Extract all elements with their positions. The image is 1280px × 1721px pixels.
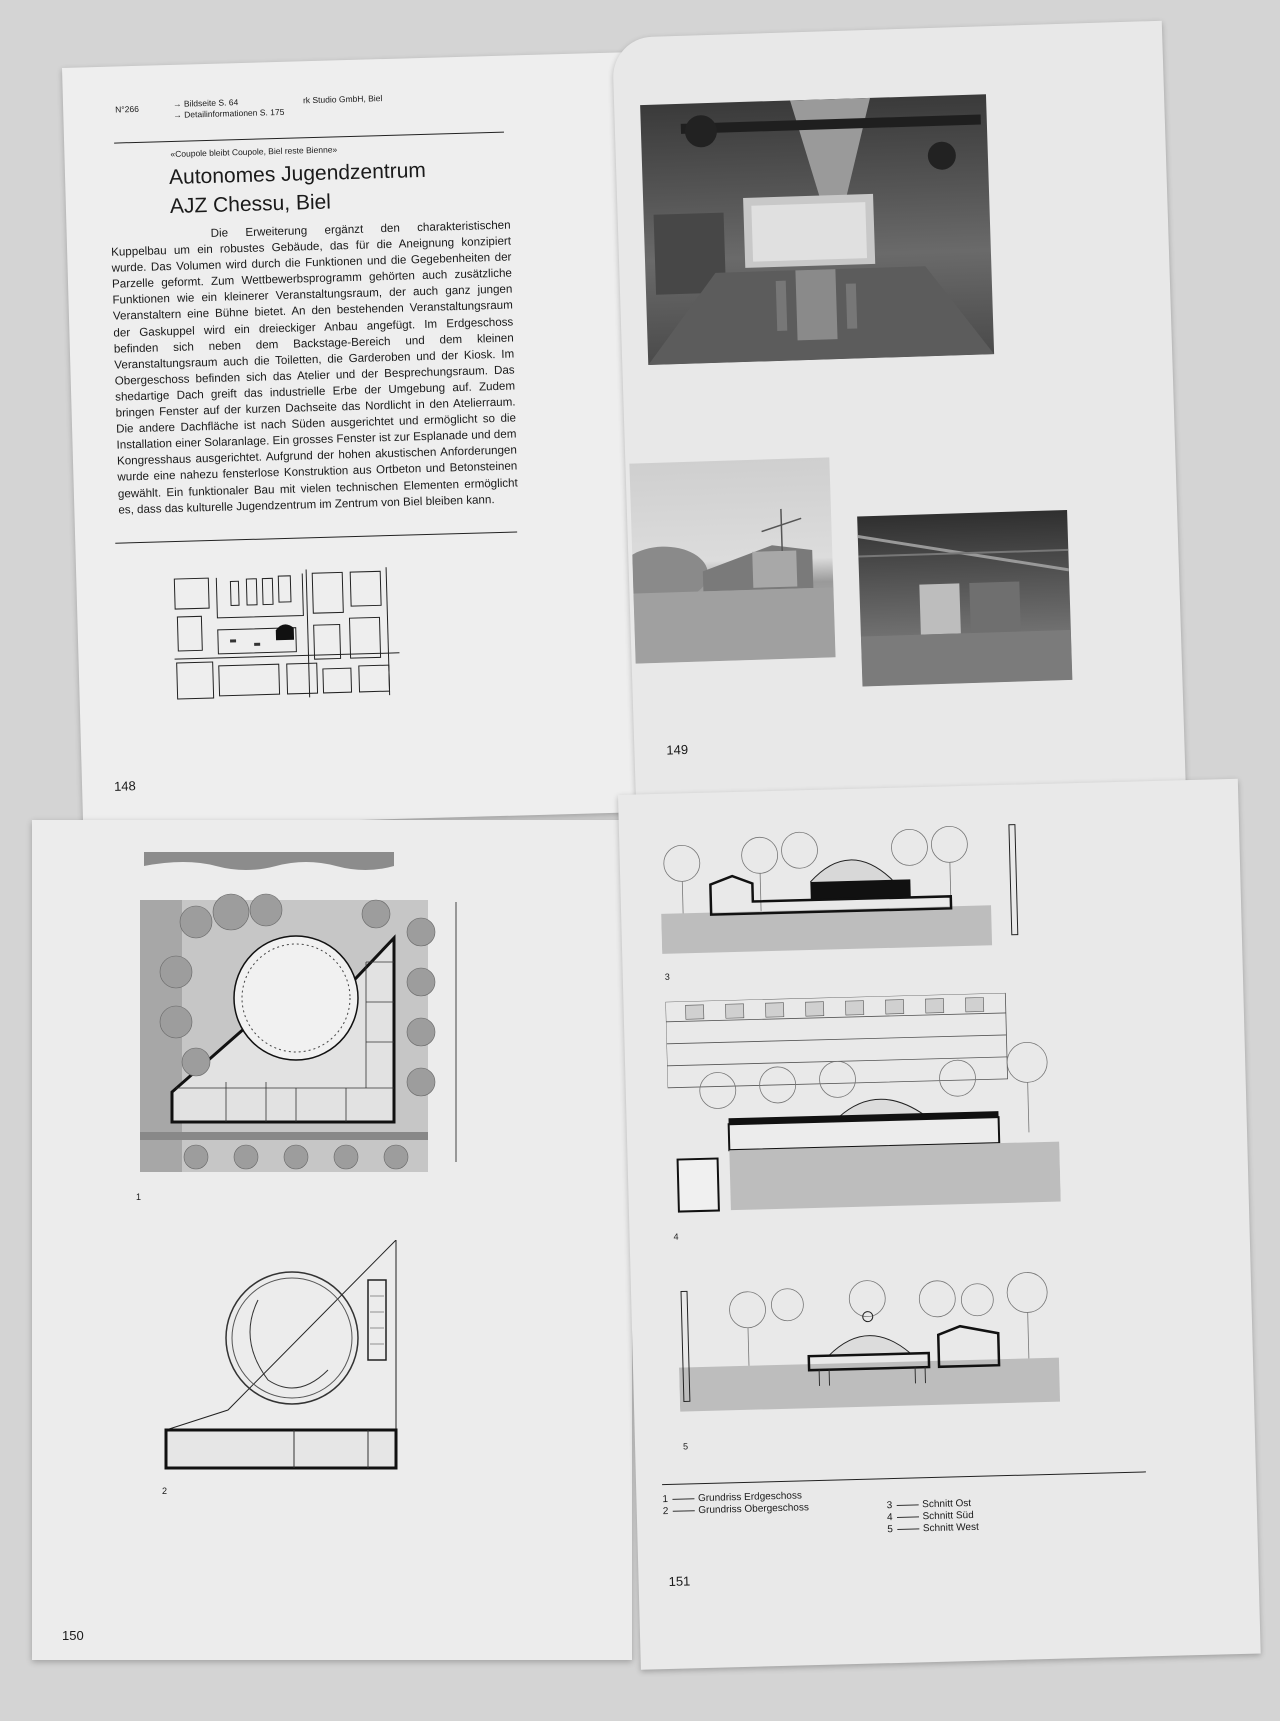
- section-south-drawing: [665, 992, 1061, 1222]
- plan-label-1: 1: [136, 1192, 142, 1202]
- article-title: [169, 156, 427, 221]
- page-number-149: 149: [666, 741, 689, 758]
- exterior-building-photo: [629, 457, 835, 663]
- page-148: [62, 52, 643, 827]
- ref-detail-info: → Detailinformationen S. 175: [173, 106, 285, 120]
- ground-floor-plan: [136, 852, 496, 1182]
- legend-item-2: 2 Grundriss Obergeschoss: [662, 1502, 810, 1518]
- article-body: Die Erweiterung ergänzt den charakteristischen Kuppelbau um ein robustes Gebäude, das für die Aneignung konzipiert wurde. Das Volumen wird durch die Funktionen und die Gegebenheiten der Parzelle geformt. Zum Wettbewerbsprogramm gehörten auch zusätzliche Funktionen wie ein kleinerer Veranstaltungsraum, der auch ganz jungen Veranstaltern eine Bühne bietet. An den bestehenden Veranstaltungsraum der Gaskuppel wird ein dreieckiger Anbau angefügt. Im Erdgeschoss befinden sich neben dem Backstage-Bereich und dem kleinen Veranstaltungsraum auch die Toiletten, die Garderoben und der Kiosk. Im Obergeschoss befinden sich das Atelier und der Besprechungsraum. Das shedartige Dach greift das industrielle Erbe der Umgebung auf. Zudem bringen Fenster auf der kurzen Dachseite das Nordlicht in den Atelierraum. Die andere Dachfläche ist nach Süden ausgerichtet und ermöglicht so die Installation einer Solaranlage. Ein grosses Fenster ist zur Esplanade und dem Kongresshaus ausgerichtet. Aufgrund der hohen akustischen Anforderungen wurde eine nahezu fensterlose Konstruktion aus Ortbeton und Betonsteinen gewählt. Ein funktionaler Bau mit vielen technischen Elementen ermöglicht es, dass das kulturelle Jugendzentrum im Zentrum von Biel bleiben kann.: [110, 218, 518, 517]
- site-plan: [172, 567, 406, 703]
- ref-image-page: → Bildseite S. 64: [172, 97, 239, 109]
- page-151: [618, 779, 1261, 1670]
- section-east-drawing: [659, 814, 1043, 964]
- title-line-1: Autonomes Jugendzentrum: [168, 158, 427, 190]
- section-label-3: 3: [664, 971, 670, 982]
- legend-item-5: 5 Schnitt West: [887, 1521, 979, 1536]
- upper-floor-plan: [158, 1240, 438, 1480]
- section-label-4: 4: [673, 1231, 679, 1242]
- legend-item-3: 3 Schnitt Ost: [886, 1498, 972, 1512]
- legend-left: [662, 1490, 809, 1518]
- legend-right: [887, 1498, 979, 1536]
- legend-rule: [662, 1471, 1146, 1485]
- issue-number: N°266: [115, 103, 140, 115]
- interior-hall-photo: [640, 94, 994, 365]
- legend-item-4: 4 Schnitt Süd: [886, 1509, 974, 1524]
- section-west-drawing: [676, 1261, 1070, 1431]
- interior-room-photo: [857, 510, 1072, 687]
- page-number-151: 151: [668, 1573, 691, 1589]
- article-subtitle: «Coupole bleibt Coupole, Biel reste Bienne»: [170, 144, 338, 160]
- mid-rule: [115, 531, 517, 543]
- page-150: [32, 820, 632, 1660]
- plan-label-2: 2: [162, 1486, 168, 1496]
- page-number-148: 148: [113, 778, 136, 794]
- legend-item-1: 1 Grundriss Erdgeschoss: [662, 1490, 803, 1506]
- top-rule: [114, 132, 504, 144]
- cross-references: [173, 96, 285, 121]
- firm-name: rk Studio GmbH, Biel: [302, 93, 383, 106]
- title-line-2: AJZ Chessu, Biel: [169, 190, 332, 219]
- section-label-5: 5: [682, 1441, 689, 1452]
- page-149: [612, 21, 1186, 818]
- page-number-150: 150: [62, 1628, 84, 1643]
